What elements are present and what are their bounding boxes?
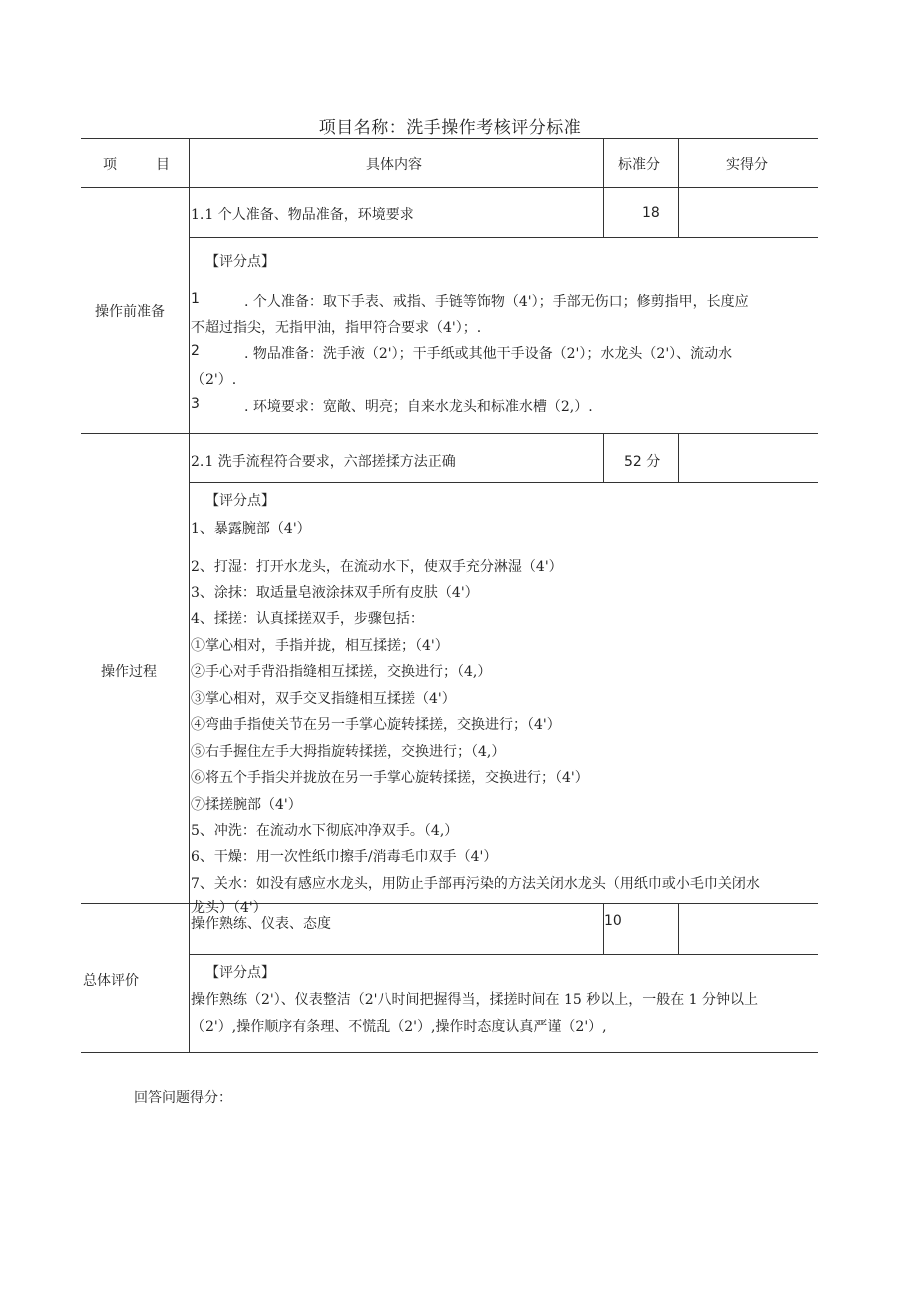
header-actual-score: 实得分 [726,157,768,173]
header-content: 具体内容 [366,157,422,173]
section-name-preparation: 操作前准备 [95,304,165,320]
section2-points-title: 【评分点】 [205,493,275,509]
section1-criterion-divider [189,237,818,238]
section1-standard-score: 18 [642,205,660,221]
section3-points-title: 【评分点】 [205,965,275,981]
section3-point: 操作熟练（2'）、仪表整洁（2'八时间把握得当，揉搓时间在 15 秒以上，一般在 1 分钟以上 [191,992,759,1008]
section3-point: （2'）,操作顺序有条理、不慌乱（2'）,操作时态度认真严谨（2'）, [191,1019,607,1035]
section2-point: ⑥将五个手指尖并拢放在另一手掌心旋转揉搓，交换进行；（4'） [191,770,589,786]
section2-point: ①掌心相对，手指并拢，相互揉搓；（4'） [191,638,449,654]
section1-point-text: （2'）. [191,372,237,388]
section1-point-text: 不超过指尖，无指甲油，指甲符合要求（4'）；. [191,320,482,336]
standard-column-left-s2 [603,433,604,482]
section2-point: 1、暴露腕部（4'） [191,521,311,537]
item-column-divider [189,138,190,1052]
section2-point: ②手心对手背沿指缝相互揉搓，交换进行；（4,） [191,664,492,680]
section3-criterion-divider [189,954,818,955]
page-title: 项目名称：洗手操作考核评分标准 [318,118,582,138]
section1-point-text: . 环境要求：宽敞、明亮；自来水龙头和标准水槽（2,）. [244,399,593,415]
section2-point: ④弯曲手指使关节在另一手掌心旋转揉搓，交换进行；（4'） [191,717,561,733]
section2-point: 4、揉搓：认真揉搓双手，步骤包括： [191,611,424,627]
section1-point-number: 2 [191,343,200,359]
section2-point: ③掌心相对，双手交叉指缝相互揉搓（4'） [191,691,456,707]
section-name-overall: 总体评价 [83,973,139,989]
section1-criterion: 1.1 个人准备、物品准备，环境要求 [191,207,414,223]
section2-standard-score: 52 分 [624,454,661,470]
standard-column-left-header [603,138,604,237]
section1-point-number: 1 [191,291,200,307]
header-item-char2: 目 [156,157,170,173]
actual-column-left-header [678,138,679,237]
section2-point: 6、干燥：用一次性纸巾擦手/消毒毛巾双手（4'） [191,849,498,865]
section3-criterion: 操作熟练、仪表、态度 [191,916,331,932]
section2-point: ⑤右手握住左手大拇指旋转揉搓，交换进行；（4,） [191,744,506,760]
section2-point: 7、关水：如没有感应水龙头，用防止手部再污染的方法关闭水龙头（用纸巾或小毛巾关闭水 [191,876,760,892]
section3-standard-score: 10 [604,913,622,929]
table-bottom-border [81,1052,818,1053]
header-standard-score: 标准分 [618,157,660,173]
section2-point-cut: 龙头）（4'） [191,900,267,916]
section-name-process: 操作过程 [101,664,157,680]
section2-point: 2、打湿：打开水龙头，在流动水下，使双手充分淋湿（4'） [191,559,563,575]
section2-point: ⑦揉搓腕部（4'） [191,797,302,813]
section2-criterion-divider [189,482,818,483]
section1-bottom-border [81,433,818,434]
section1-point-text: . 物品准备：洗手液（2'）；干手纸或其他干手设备（2'）；水龙头（2'）、流动水 [244,346,733,362]
section2-point: 3、涂抹：取适量皂液涂抹双手所有皮肤（4'） [191,585,479,601]
table-top-border [81,138,818,139]
answer-score-label: 回答问题得分： [134,1090,232,1106]
actual-column-left-s3 [678,903,679,954]
header-item-char1: 项 [103,157,117,173]
section1-points-title: 【评分点】 [205,254,275,270]
header-divider [81,187,818,188]
actual-column-left-s2 [678,433,679,482]
section2-point: 5、冲洗：在流动水下彻底冲净双手。（4,） [191,823,459,839]
section2-cut-line-clip [191,897,391,916]
section2-criterion: 2.1 洗手流程符合要求，六部搓揉方法正确 [191,454,456,470]
section1-point-number: 3 [191,396,200,412]
section1-point-text: . 个人准备：取下手表、戒指、手链等饰物（4'）；手部无伤口；修剪指甲，长度应 [244,294,749,310]
